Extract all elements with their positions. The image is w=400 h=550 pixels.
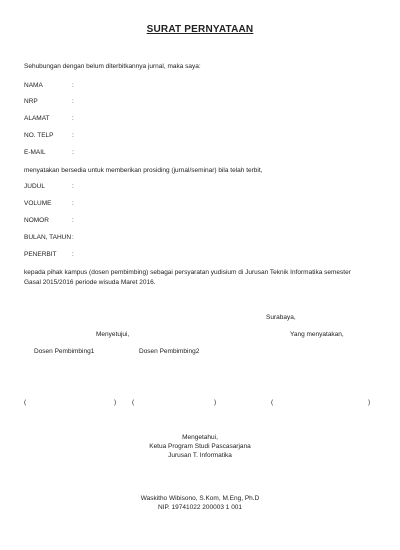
field-colon: : <box>72 149 74 156</box>
purpose-line-2: Gasal 2015/2016 periode wisuda Maret 2016. <box>24 279 156 286</box>
field-colon: : <box>72 251 74 258</box>
signature-bracket-close-2: ) <box>214 399 217 406</box>
field-colon: : <box>72 115 74 122</box>
field-label: E-MAIL <box>24 149 46 156</box>
field-row-nama <box>24 81 224 90</box>
field-row-nrp <box>24 97 224 106</box>
statement-text: menyatakan bersedia untuk memberikan prosiding (jurnal/seminar) bila telah terbit, <box>24 167 263 174</box>
purpose-line-1: kepada pihak kampus (dosen pembimbing) sebagai persyaratan yudisium di Jurusan Teknik Informatika semester <box>24 269 351 276</box>
document-title: SURAT PERNYATAAN <box>146 24 254 35</box>
field-label: PENERBIT <box>24 251 57 258</box>
signature-bracket-close-1: ) <box>114 399 117 406</box>
field-colon: : <box>72 98 74 105</box>
field-label: NAMA <box>24 82 43 89</box>
signature-bracket-close-3: ) <box>368 399 371 406</box>
head-nip: NIP. 19741022 200003 1 001 <box>157 504 243 511</box>
signature-bracket-open-1: ( <box>24 399 27 406</box>
signature-bracket-open-3: ( <box>271 399 274 406</box>
supervisor-1-label: Dosen Pembimbing1 <box>34 348 95 355</box>
field-label: ALAMAT <box>24 115 50 122</box>
field-label: BULAN, TAHUN <box>24 234 72 241</box>
field-row-bulan-tahun <box>24 233 224 242</box>
acknowledged-label: Mengetahui, <box>182 434 218 441</box>
supervisor-2-label: Dosen Pembimbing2 <box>139 348 200 355</box>
field-label: JUDUL <box>24 183 45 190</box>
field-row-nomor <box>24 216 224 225</box>
signature-bracket-open-2: ( <box>132 399 135 406</box>
city-date: Surabaya, <box>266 314 296 321</box>
head-title: Ketua Program Studi Pascasarjana <box>149 443 251 450</box>
field-colon: : <box>72 132 74 139</box>
field-colon: : <box>72 82 74 89</box>
field-label: NOMOR <box>24 217 49 224</box>
field-label: NO. TELP <box>24 132 54 139</box>
field-row-alamat <box>24 114 224 123</box>
field-row-volume <box>24 199 224 208</box>
field-colon: : <box>72 217 74 224</box>
field-label: VOLUME <box>24 200 52 207</box>
field-row-telp <box>24 131 224 140</box>
head-name: Waskitho Wibisono, S.Kom, M.Eng, Ph.D <box>140 495 260 502</box>
field-colon: : <box>72 183 74 190</box>
field-row-email <box>24 148 224 157</box>
approved-label: Menyetujui, <box>96 331 130 338</box>
intro-text: Sehubungan dengan belum diterbitkannya jurnal, maka saya: <box>24 63 201 70</box>
department-name: Jurusan T. Informatika <box>168 452 232 459</box>
field-row-penerbit <box>24 250 224 259</box>
field-label: NRP <box>24 98 38 105</box>
field-colon: : <box>72 200 74 207</box>
field-row-judul <box>24 182 224 191</box>
declarant-label: Yang menyatakan, <box>290 331 344 338</box>
field-colon: : <box>72 234 74 241</box>
